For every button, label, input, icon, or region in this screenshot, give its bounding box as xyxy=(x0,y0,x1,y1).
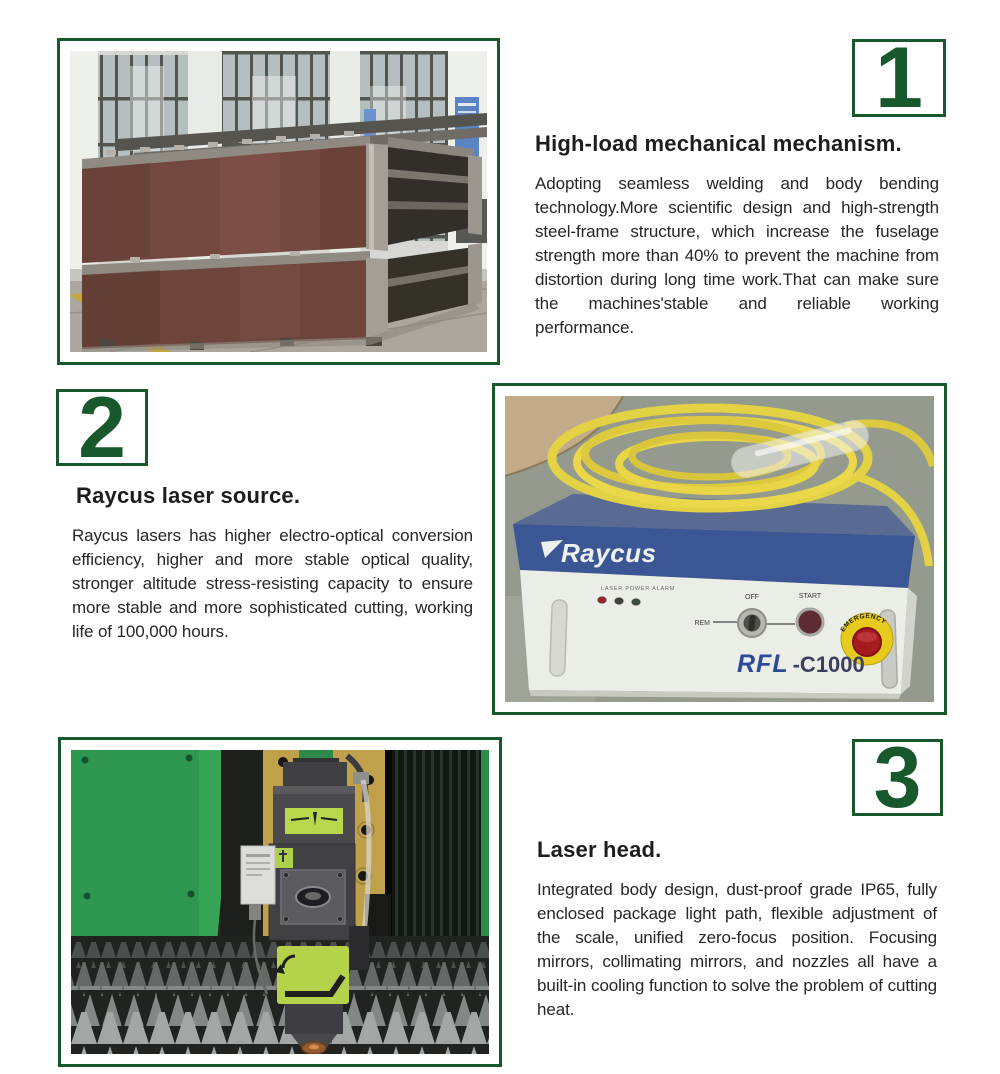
led-label: LASER POWER ALARM xyxy=(601,586,676,592)
number-1: 1 xyxy=(875,30,923,126)
start-button[interactable] xyxy=(797,609,823,635)
photo-frame-laser-head xyxy=(58,737,502,1067)
switch-label-rem: REM xyxy=(694,620,710,627)
model-text xyxy=(737,650,865,678)
number-2: 2 xyxy=(78,379,126,476)
section-1-body: Adopting seamless welding and body bending technology.More scientific design and high-strength steel-frame structure, which increase the fuselage strength more than 40% to prevent the machine from distortion during long time work.That can make sure the machines'stable and reliable working performance. xyxy=(535,174,939,337)
raycus-laser-source-photo xyxy=(505,396,934,702)
number-badge-3 xyxy=(852,729,943,826)
model-prefix: RFL xyxy=(737,650,789,678)
number-badge-2 xyxy=(56,379,148,476)
power-key-switch[interactable] xyxy=(738,609,766,637)
device-left-handle xyxy=(550,600,568,676)
switch-label-off: OFF xyxy=(745,594,759,601)
model-suffix: -C1000 xyxy=(792,652,865,677)
photo-frame-laser-source xyxy=(492,383,947,715)
section-3-heading: Laser head. xyxy=(537,837,662,862)
section-2-body: Raycus lasers has higher electro-optical conversion efficiency, higher and more stable optical quality, stronger altitude stress-resisting capacity to ensure more stable and more sophisticated cutting, working life of 100,000 hours. xyxy=(72,526,473,641)
section-3-body: Integrated body design, dust-proof grade IP65, fully enclosed package light path, flexible adjustment of the scale, unified zero-focus position. Focusing mirrors, collimating mirrors, and nozzles all have a built-in cooling function to solve the problem of cutting heat. xyxy=(537,880,937,1019)
raycus-logo-text: Raycus xyxy=(561,538,657,568)
factory-steel-frame-photo xyxy=(70,51,487,352)
start-label: START xyxy=(798,593,822,600)
laser-head-photo xyxy=(71,750,489,1054)
emergency-label: EMERGENCY xyxy=(839,612,888,634)
number-badge-1 xyxy=(852,30,946,126)
section-2-heading: Raycus laser source. xyxy=(76,483,301,508)
number-3: 3 xyxy=(873,729,922,826)
photo-frame-machine-body xyxy=(57,38,500,365)
section-1-heading: High-load mechanical mechanism. xyxy=(535,131,902,156)
warning-label xyxy=(285,808,343,834)
